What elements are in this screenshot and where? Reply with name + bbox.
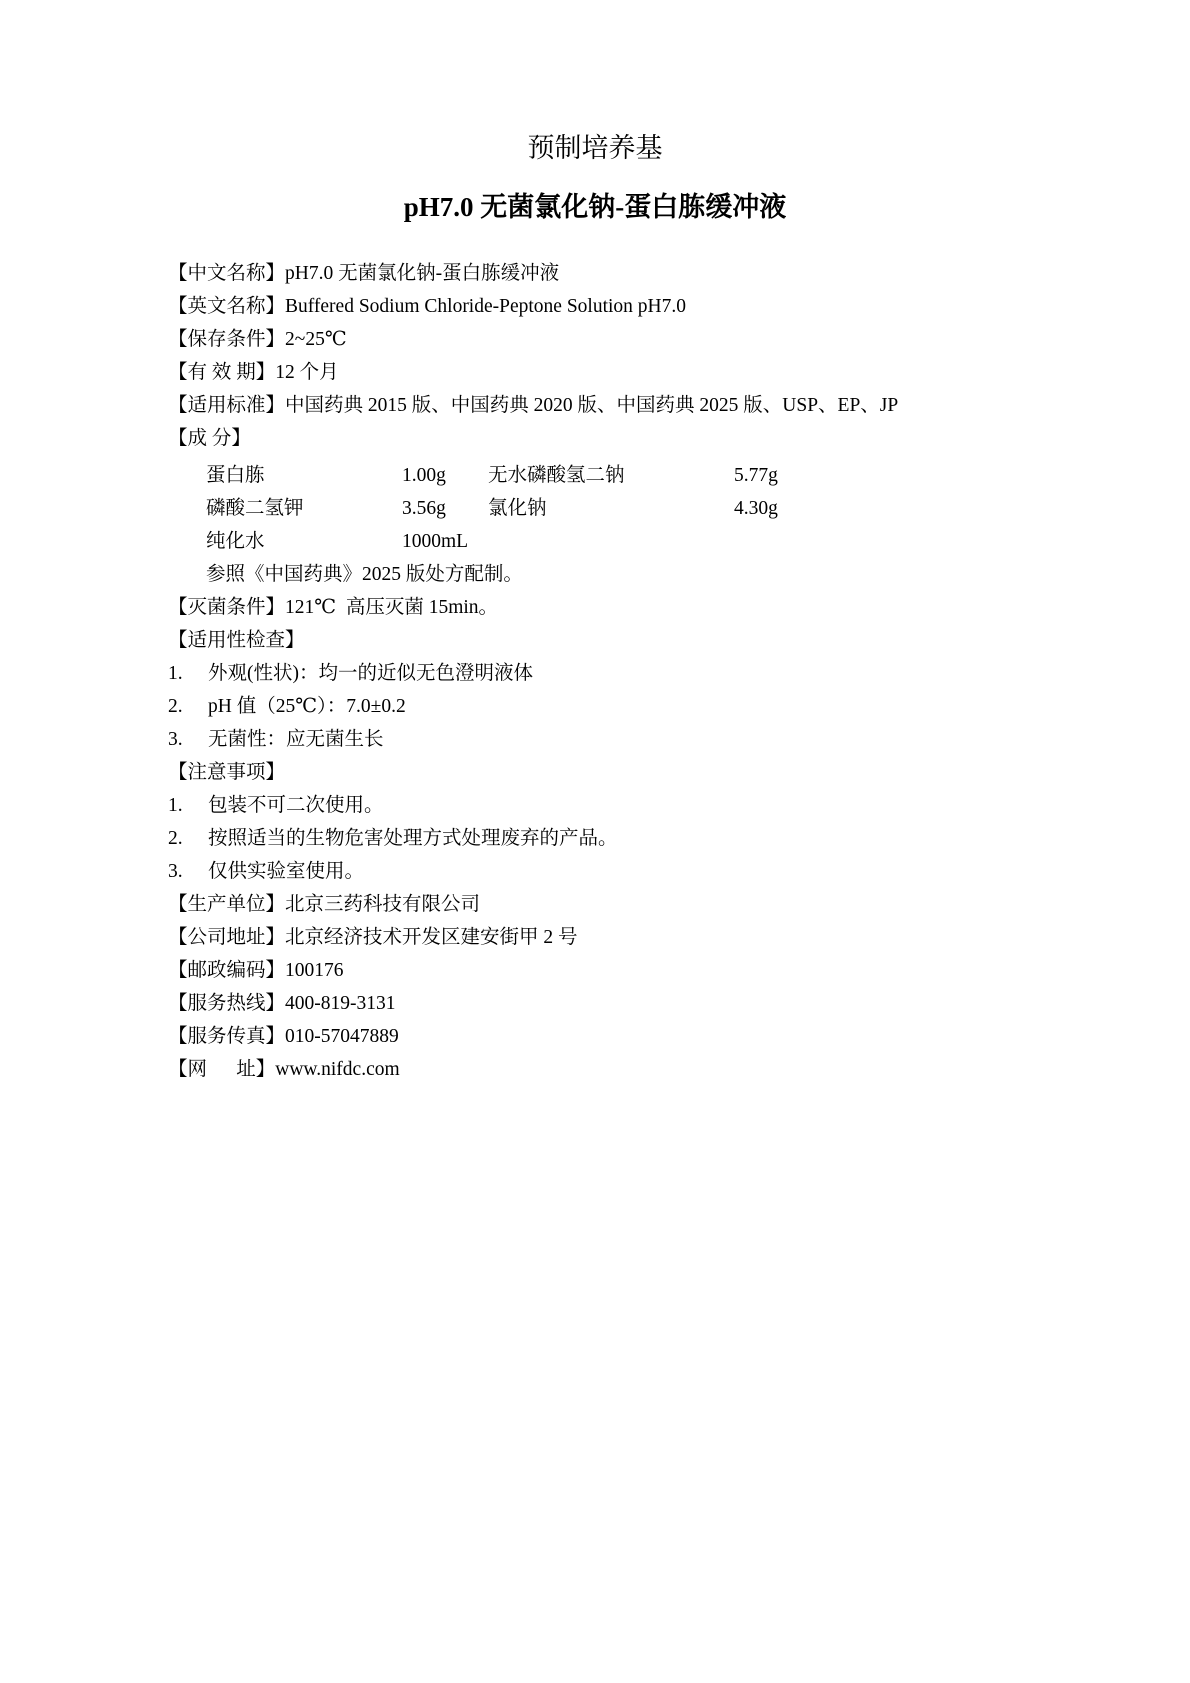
field-label: 【适用标准】 xyxy=(168,395,286,416)
list-item xyxy=(168,855,1022,888)
composition-section xyxy=(168,422,1022,591)
field-value: 100176 xyxy=(285,960,344,981)
field-row-sterilization xyxy=(168,591,1022,624)
precautions-section xyxy=(168,756,1022,888)
field-label: 【网 址】 xyxy=(168,1059,276,1080)
list-item-number: 3. xyxy=(168,729,183,750)
composition-table xyxy=(168,459,854,558)
field-value: 400-819-3131 xyxy=(285,993,396,1014)
list-item-number: 2. xyxy=(168,696,183,717)
field-label: 【服务热线】 xyxy=(168,993,286,1014)
field-label: 【生产单位】 xyxy=(168,894,286,915)
composition-amount: 5.77g xyxy=(734,465,778,486)
field-label: 【保存条件】 xyxy=(168,329,286,350)
field-list xyxy=(168,257,1022,422)
suitability-section xyxy=(168,624,1022,756)
field-row-chinese-name xyxy=(168,257,1022,290)
page-title-primary: 预制培养基 xyxy=(527,133,663,163)
list-item xyxy=(168,822,1022,855)
field-value: pH7.0 无菌氯化钠-蛋白胨缓冲液 xyxy=(285,263,560,284)
field-row-service-hotline xyxy=(168,987,1022,1020)
field-value: 北京经济技术开发区建安街甲 2 号 xyxy=(285,927,578,948)
list-item xyxy=(168,723,1022,756)
field-value: 中国药典 2015 版、中国药典 2020 版、中国药典 2025 版、USP、EP、JP xyxy=(285,395,899,416)
field-value: 北京三药科技有限公司 xyxy=(285,894,481,915)
composition-amount: 4.30g xyxy=(734,498,778,519)
precautions-label: 【注意事项】 xyxy=(168,762,286,783)
list-item-text: pH 值（25℃）：7.0±0.2 xyxy=(208,696,406,717)
list-item-text: 无菌性：应无菌生长 xyxy=(208,729,384,750)
table-row xyxy=(168,525,854,558)
field-row-service-fax xyxy=(168,1020,1022,1053)
composition-note: 参照《中国药典》2025 版处方配制。 xyxy=(206,564,523,585)
field-value: Buffered Sodium Chloride-Peptone Solution pH7.0 xyxy=(285,296,687,317)
field-value: 2~25℃ xyxy=(285,329,347,350)
composition-amount: 1.00g xyxy=(402,465,446,486)
list-item-number: 3. xyxy=(168,861,183,882)
field-row-website xyxy=(168,1053,1022,1086)
composition-name: 纯化水 xyxy=(206,531,265,552)
list-item xyxy=(168,657,1022,690)
field-label: 【英文名称】 xyxy=(168,296,286,317)
field-label: 【有 效 期】 xyxy=(168,362,276,383)
page-title-secondary: pH7.0 无菌氯化钠-蛋白胨缓冲液 xyxy=(403,191,787,222)
field-label: 【公司地址】 xyxy=(168,927,286,948)
composition-name: 磷酸二氢钾 xyxy=(206,498,304,519)
composition-amount: 1000mL xyxy=(402,531,469,552)
table-row xyxy=(168,492,854,525)
list-item-number: 1. xyxy=(168,663,183,684)
table-row xyxy=(168,459,854,492)
composition-amount xyxy=(734,525,854,558)
composition-name: 氯化钠 xyxy=(488,498,547,519)
list-item-number: 1. xyxy=(168,795,183,816)
list-item xyxy=(168,690,1022,723)
composition-name: 蛋白胨 xyxy=(206,465,265,486)
field-row-address xyxy=(168,921,1022,954)
composition-amount: 3.56g xyxy=(402,498,446,519)
field-label: 【邮政编码】 xyxy=(168,960,286,981)
field-row-manufacturer xyxy=(168,888,1022,921)
field-value: 12 个月 xyxy=(275,362,339,383)
field-row-storage-condition xyxy=(168,323,1022,356)
field-label: 【服务传真】 xyxy=(168,1026,286,1047)
list-item-text: 仅供实验室使用。 xyxy=(208,861,365,882)
composition-label: 【成 分】 xyxy=(168,428,251,449)
field-value: 121℃ 高压灭菌 15min。 xyxy=(285,597,499,618)
list-item-text: 包装不可二次使用。 xyxy=(208,795,384,816)
field-row-shelf-life xyxy=(168,356,1022,389)
field-row-english-name xyxy=(168,290,1022,323)
composition-name xyxy=(488,525,734,558)
field-row-standards xyxy=(168,389,1022,422)
suitability-label: 【适用性检查】 xyxy=(168,630,305,651)
list-item-text: 外观(性状)：均一的近似无色澄明液体 xyxy=(208,663,533,684)
list-item-number: 2. xyxy=(168,828,183,849)
field-label: 【中文名称】 xyxy=(168,263,286,284)
field-value: www.nifdc.com xyxy=(275,1059,400,1080)
contact-section xyxy=(168,888,1022,1086)
field-value: 010-57047889 xyxy=(285,1026,399,1047)
field-label: 【灭菌条件】 xyxy=(168,597,286,618)
composition-name: 无水磷酸氢二钠 xyxy=(488,465,625,486)
list-item-text: 按照适当的生物危害处理方式处理废弃的产品。 xyxy=(208,828,618,849)
field-row-postal-code xyxy=(168,954,1022,987)
list-item xyxy=(168,789,1022,822)
